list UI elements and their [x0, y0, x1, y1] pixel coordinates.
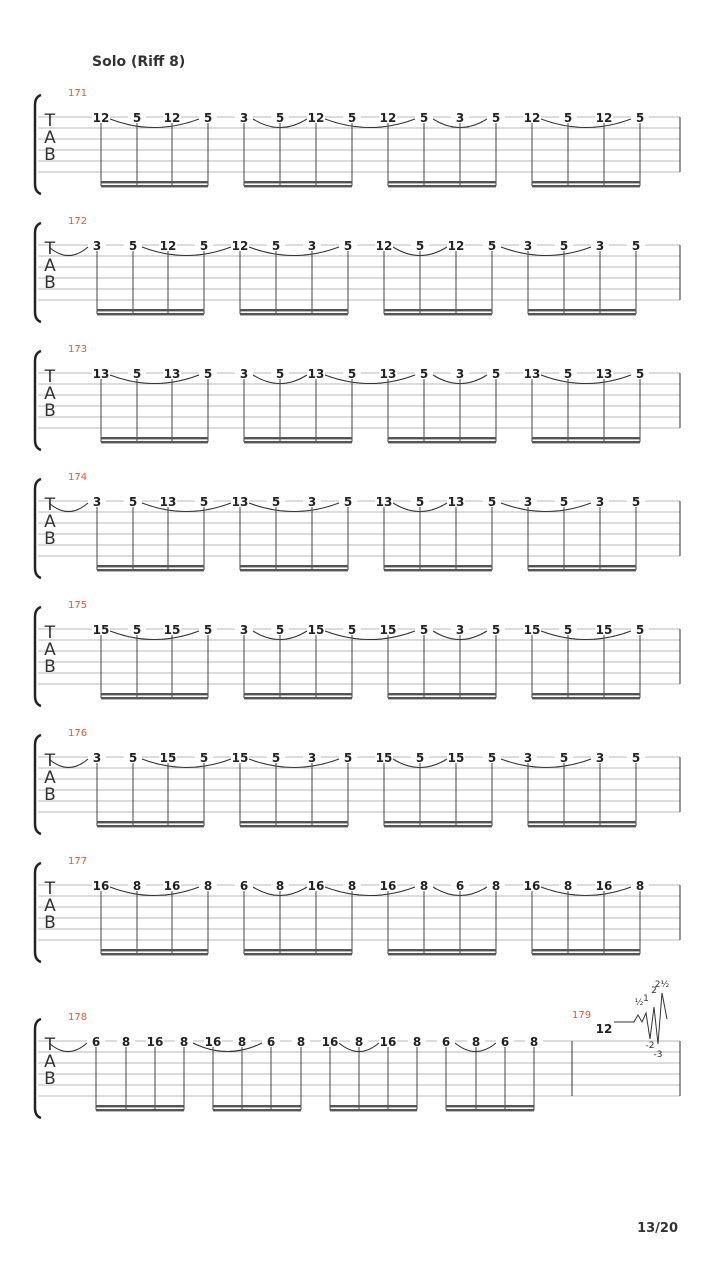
beam: [388, 185, 496, 187]
fret-number: 5: [343, 751, 353, 765]
beam: [101, 697, 208, 699]
beam: [101, 693, 208, 695]
measure-number: 176: [68, 728, 88, 739]
beam: [213, 1109, 301, 1111]
beam: [330, 1109, 417, 1111]
beam: [384, 313, 492, 315]
fret-number: 12: [159, 239, 177, 253]
tab-system: [35, 472, 680, 578]
fret-number: 12: [447, 239, 465, 253]
fret-number: 5: [275, 623, 285, 637]
fret-number: 13: [92, 367, 110, 381]
fret-number: 12: [92, 111, 110, 125]
beam: [528, 821, 636, 823]
fret-number: 3: [595, 239, 605, 253]
beam: [388, 437, 496, 439]
beam: [244, 697, 352, 699]
slur: [541, 631, 631, 640]
tab-clef-letter: B: [44, 273, 56, 293]
fret-number: 15: [447, 751, 465, 765]
fret-number: 8: [347, 879, 357, 893]
fret-number: 12: [523, 111, 541, 125]
fret-number: 5: [128, 495, 138, 509]
fret-number: 6: [441, 1035, 451, 1049]
measure-number: 177: [68, 856, 88, 867]
beam: [446, 1109, 534, 1111]
fret-number: 6: [266, 1035, 276, 1049]
fret-number: 8: [529, 1035, 539, 1049]
fret-number: 5: [563, 623, 573, 637]
slur: [501, 759, 591, 768]
fret-number: 5: [559, 751, 569, 765]
slur: [193, 1043, 262, 1052]
fret-number: 8: [296, 1035, 306, 1049]
beam: [101, 185, 208, 187]
fret-number: 5: [631, 239, 641, 253]
beam: [101, 181, 208, 183]
slur: [325, 631, 415, 640]
fret-number: 5: [199, 239, 209, 253]
tab-clef-letter: A: [44, 768, 56, 788]
beam: [101, 437, 208, 439]
fret-number: 15: [379, 623, 397, 637]
fret-number: 3: [455, 111, 465, 125]
slur: [501, 247, 591, 256]
slur: [541, 887, 631, 896]
fret-number: 5: [203, 367, 213, 381]
slur: [249, 503, 339, 512]
whammy-label: 2½: [654, 980, 670, 990]
slur: [501, 503, 591, 512]
fret-number: 3: [92, 751, 102, 765]
beam: [213, 1105, 301, 1107]
fret-number: 5: [128, 239, 138, 253]
fret-number: 5: [343, 239, 353, 253]
beam: [528, 569, 636, 571]
tab-clef-letter: B: [44, 401, 56, 421]
fret-number: 16: [523, 879, 541, 893]
slur: [110, 375, 199, 384]
beam: [240, 569, 348, 571]
beam: [244, 953, 352, 955]
fret-number: 5: [128, 751, 138, 765]
beam: [528, 565, 636, 567]
whammy-label: ½: [634, 998, 644, 1008]
tab-clef-letter: B: [44, 657, 56, 677]
fret-number: 3: [307, 239, 317, 253]
tab-system: [35, 856, 680, 962]
beam: [101, 953, 208, 955]
fret-number: 12: [379, 111, 397, 125]
beam: [240, 309, 348, 311]
beam: [96, 1109, 184, 1111]
slur: [541, 119, 631, 128]
system-bracket: [35, 479, 41, 578]
beam: [97, 821, 204, 823]
measure-number: 172: [68, 216, 88, 227]
fret-number: 12: [163, 111, 181, 125]
fret-number: 5: [415, 495, 425, 509]
fret-number: 12: [231, 239, 249, 253]
fret-number: 8: [635, 879, 645, 893]
fret-number: 3: [307, 495, 317, 509]
tab-system: [35, 344, 680, 450]
tab-clef-letter: A: [44, 1052, 56, 1072]
tab-clef-letter: B: [44, 145, 56, 165]
fret-number: 16: [379, 879, 397, 893]
tab-system: [35, 728, 680, 834]
fret-number: 13: [379, 367, 397, 381]
system-bracket: [35, 607, 41, 706]
beam: [388, 953, 496, 955]
beam: [388, 949, 496, 951]
fret-number: 5: [419, 623, 429, 637]
fret-number: 5: [271, 495, 281, 509]
fret-number: 5: [203, 111, 213, 125]
beam: [384, 309, 492, 311]
fret-number: 12: [595, 111, 613, 125]
fret-number: 6: [239, 879, 249, 893]
section-title: Solo (Riff 8): [92, 54, 186, 70]
fret-number: 6: [91, 1035, 101, 1049]
fret-number: 5: [132, 367, 142, 381]
fret-number: 5: [563, 367, 573, 381]
beam: [384, 569, 492, 571]
fret-number: 13: [447, 495, 465, 509]
beam: [384, 821, 492, 823]
fret-number: 3: [92, 495, 102, 509]
fret-number: 5: [487, 239, 497, 253]
fret-number: 5: [559, 495, 569, 509]
fret-number: 3: [239, 367, 249, 381]
fret-number: 5: [631, 495, 641, 509]
beam: [532, 697, 640, 699]
beam: [532, 181, 640, 183]
system-bracket: [35, 223, 41, 322]
tab-clef-letter: T: [44, 1035, 56, 1055]
fret-number: 8: [203, 879, 213, 893]
slur: [142, 247, 231, 256]
fret-number: 8: [275, 879, 285, 893]
measure-number: 179: [572, 1010, 592, 1021]
fret-number: 13: [375, 495, 393, 509]
tab-clef-letter: T: [44, 623, 56, 643]
beam: [532, 185, 640, 187]
fret-number: 5: [419, 111, 429, 125]
fret-number: 3: [455, 367, 465, 381]
fret-number: 5: [203, 623, 213, 637]
fret-number: 13: [231, 495, 249, 509]
fret-number: 5: [635, 623, 645, 637]
beam: [240, 565, 348, 567]
beam: [244, 185, 352, 187]
fret-number: 5: [491, 623, 501, 637]
fret-number: 5: [271, 239, 281, 253]
beam: [240, 313, 348, 315]
beam: [96, 1105, 184, 1107]
fret-number: 3: [239, 623, 249, 637]
beam: [532, 437, 640, 439]
tab-clef-letter: B: [44, 529, 56, 549]
tab-clef-letter: T: [44, 751, 56, 771]
fret-number: 8: [491, 879, 501, 893]
tab-clef-letter: A: [44, 512, 56, 532]
beam: [101, 949, 208, 951]
fret-number: 3: [523, 751, 533, 765]
fret-number: 5: [275, 367, 285, 381]
beam: [532, 693, 640, 695]
fret-number: 15: [159, 751, 177, 765]
fret-number: 5: [415, 751, 425, 765]
beam: [388, 181, 496, 183]
fret-number: 6: [455, 879, 465, 893]
tab-system: [35, 600, 680, 706]
tab-clef-letter: A: [44, 640, 56, 660]
slur: [249, 247, 339, 256]
beam: [97, 825, 204, 827]
whammy-label: 2: [651, 986, 657, 996]
fret-number: 3: [307, 751, 317, 765]
fret-number: 5: [559, 239, 569, 253]
tab-clef-letter: A: [44, 896, 56, 916]
measure-number: 174: [68, 472, 88, 483]
beam: [244, 437, 352, 439]
beam: [244, 441, 352, 443]
fret-number: 3: [92, 239, 102, 253]
tab-system: [35, 88, 680, 194]
fret-number: 5: [132, 111, 142, 125]
slur: [110, 631, 199, 640]
beam: [97, 565, 204, 567]
page-number: 13/20: [637, 1221, 678, 1236]
fret-number: 5: [487, 495, 497, 509]
fret-number: 8: [419, 879, 429, 893]
fret-number: 3: [523, 495, 533, 509]
fret-number: 8: [132, 879, 142, 893]
tab-clef-letter: A: [44, 128, 56, 148]
fret-number: 8: [237, 1035, 247, 1049]
beam: [244, 693, 352, 695]
fret-number: 5: [347, 367, 357, 381]
beam: [384, 565, 492, 567]
system-bracket: [35, 735, 41, 834]
tab-clef-letter: B: [44, 785, 56, 805]
beam: [97, 569, 204, 571]
fret-number: 15: [595, 623, 613, 637]
fret-number: 15: [375, 751, 393, 765]
slur: [142, 503, 231, 512]
beam: [528, 309, 636, 311]
fret-number: 13: [595, 367, 613, 381]
tab-system: [35, 216, 680, 322]
fret-number: 5: [635, 111, 645, 125]
system-bracket: [35, 351, 41, 450]
fret-number: 5: [491, 111, 501, 125]
beam: [528, 313, 636, 315]
fret-number: 8: [179, 1035, 189, 1049]
fret-number: 8: [563, 879, 573, 893]
fret-number: 16: [379, 1035, 397, 1049]
fret-number: 13: [523, 367, 541, 381]
fret-number: 3: [455, 623, 465, 637]
fret-number: 15: [523, 623, 541, 637]
measure-number: 173: [68, 344, 88, 355]
fret-number: 5: [631, 751, 641, 765]
beam: [388, 697, 496, 699]
fret-number: 5: [132, 623, 142, 637]
tab-clef-letter: B: [44, 1069, 56, 1089]
fret-number: 3: [523, 239, 533, 253]
measure-number: 171: [68, 88, 88, 99]
fret-number: 5: [347, 111, 357, 125]
beam: [101, 441, 208, 443]
fret-number: 5: [199, 751, 209, 765]
fret-number: 12: [307, 111, 325, 125]
slur: [325, 119, 415, 128]
fret-number: 5: [491, 367, 501, 381]
beam: [388, 441, 496, 443]
whammy-label: 1: [643, 994, 649, 1004]
fret-number: 13: [163, 367, 181, 381]
fret-number: 5: [415, 239, 425, 253]
fret-number: 16: [146, 1035, 164, 1049]
fret-number: 8: [412, 1035, 422, 1049]
fret-number: 12: [375, 239, 393, 253]
fret-number: 6: [500, 1035, 510, 1049]
beam: [330, 1105, 417, 1107]
fret-number: 8: [471, 1035, 481, 1049]
fret-number: 15: [307, 623, 325, 637]
tab-clef-letter: T: [44, 239, 56, 259]
measure-number: 178: [68, 1012, 88, 1023]
slur: [541, 375, 631, 384]
fret-number: 12: [595, 1022, 613, 1036]
slur: [110, 119, 199, 128]
fret-number: 5: [563, 111, 573, 125]
beam: [446, 1105, 534, 1107]
fret-number: 5: [271, 751, 281, 765]
beam: [240, 821, 348, 823]
fret-number: 5: [199, 495, 209, 509]
tab-clef-letter: A: [44, 384, 56, 404]
tab-system: [35, 1012, 680, 1118]
fret-number: 5: [343, 495, 353, 509]
beam: [240, 825, 348, 827]
beam: [244, 949, 352, 951]
fret-number: 16: [307, 879, 325, 893]
whammy-label: -3: [653, 1050, 663, 1060]
beam: [384, 825, 492, 827]
fret-number: 15: [163, 623, 181, 637]
fret-number: 3: [595, 495, 605, 509]
fret-number: 3: [595, 751, 605, 765]
fret-number: 5: [347, 623, 357, 637]
fret-number: 15: [231, 751, 249, 765]
whammy-label: -2: [645, 1041, 655, 1051]
fret-number: 5: [487, 751, 497, 765]
system-bracket: [35, 863, 41, 962]
tab-clef-letter: B: [44, 913, 56, 933]
beam: [388, 693, 496, 695]
fret-number: 13: [307, 367, 325, 381]
fret-number: 3: [239, 111, 249, 125]
slur: [249, 759, 339, 768]
beam: [532, 953, 640, 955]
fret-number: 16: [204, 1035, 222, 1049]
fret-number: 5: [419, 367, 429, 381]
slur: [325, 887, 415, 896]
beam: [532, 441, 640, 443]
fret-number: 8: [354, 1035, 364, 1049]
fret-number: 16: [321, 1035, 339, 1049]
system-bracket: [35, 95, 41, 194]
tab-clef-letter: T: [44, 111, 56, 131]
fret-number: 16: [163, 879, 181, 893]
fret-number: 5: [275, 111, 285, 125]
beam: [97, 313, 204, 315]
beam: [528, 825, 636, 827]
fret-number: 13: [159, 495, 177, 509]
tab-clef-letter: T: [44, 495, 56, 515]
fret-number: 15: [92, 623, 110, 637]
tab-clef-letter: T: [44, 367, 56, 387]
tab-clef-letter: A: [44, 256, 56, 276]
fret-number: 5: [635, 367, 645, 381]
slur: [142, 759, 231, 768]
fret-number: 8: [121, 1035, 131, 1049]
slur: [325, 375, 415, 384]
tab-clef-letter: T: [44, 879, 56, 899]
measure-number: 175: [68, 600, 88, 611]
system-bracket: [35, 1019, 41, 1118]
beam: [97, 309, 204, 311]
fret-number: 16: [92, 879, 110, 893]
beam: [532, 949, 640, 951]
beam: [244, 181, 352, 183]
fret-number: 16: [595, 879, 613, 893]
slur: [110, 887, 199, 896]
measure-179: [572, 980, 669, 1096]
